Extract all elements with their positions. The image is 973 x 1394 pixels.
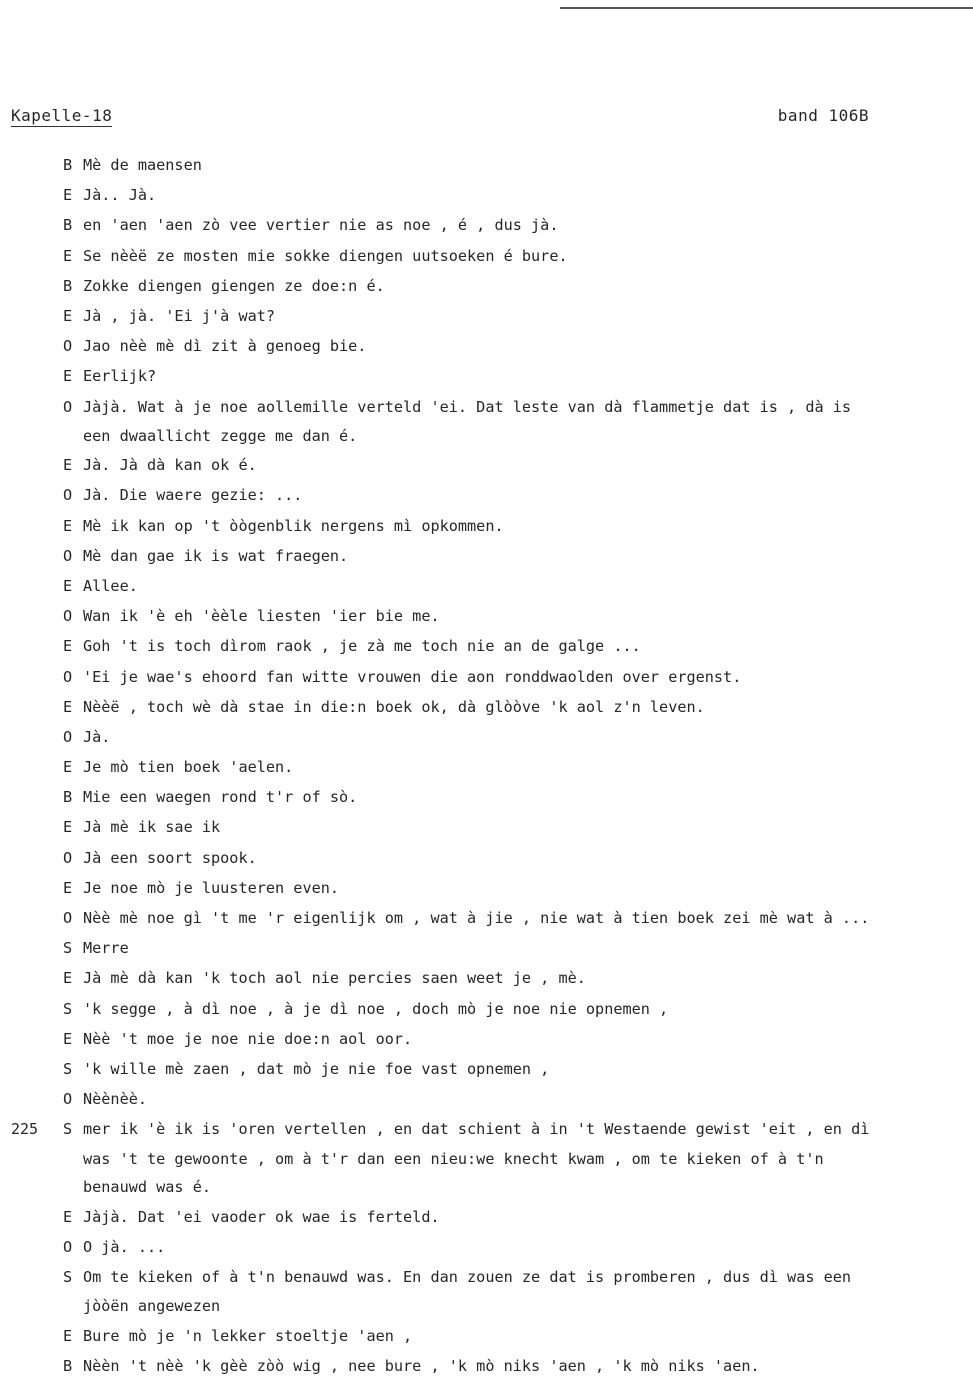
transcript-line (63, 450, 968, 480)
transcript-continuation (63, 422, 968, 451)
transcript-line (63, 994, 968, 1024)
speaker-label: S (63, 999, 73, 1018)
transcript-line (63, 210, 968, 240)
utterance-text: Je noe mò je luusteren even. (83, 878, 340, 897)
utterance-text: Jao nèè mè dì zit à genoeg bie. (83, 337, 367, 356)
utterance-text: Zokke diengen giengen ze doe:n é. (83, 276, 385, 295)
transcript-continuation (63, 1292, 968, 1321)
utterance-text: Mie een waegen rond t'r of sò. (83, 788, 358, 807)
speaker-label: S (63, 1120, 73, 1139)
speaker-label: S (63, 1059, 73, 1078)
transcript-line (63, 1202, 968, 1232)
speaker-label: E (63, 697, 73, 716)
speaker-label: E (63, 637, 73, 656)
transcript-line (63, 722, 968, 752)
transcript-line (63, 752, 968, 782)
utterance-text: een dwaallicht zegge me dan é. (83, 426, 358, 445)
transcript-continuation (63, 1173, 968, 1202)
transcript-line (63, 541, 968, 571)
transcript-line (63, 511, 968, 541)
document-title: Kapelle-18 (11, 106, 113, 125)
speaker-label: E (63, 969, 73, 988)
tape-reference: band 106B (777, 106, 869, 125)
transcript-line (63, 812, 968, 842)
transcript-line (63, 361, 968, 391)
transcript-line (63, 1232, 968, 1262)
speaker-label: O (63, 546, 73, 565)
transcript-line (63, 150, 968, 180)
transcript-line (63, 873, 968, 903)
speaker-label: O (63, 337, 73, 356)
utterance-text: Wan ik 'è eh 'èèle liesten 'ier bie me. (83, 607, 440, 626)
speaker-label: B (63, 276, 73, 295)
utterance-text: 'Ei je wae's ehoord fan witte vrouwen die aon ronddwaolden over ergenst. (83, 667, 742, 686)
transcript (11, 150, 968, 1381)
utterance-text: Jàjà. Wat à je noe aollemille verteld 'ei. Dat leste van dà flammetje dat is , dà is (83, 397, 852, 416)
transcript-line (63, 180, 968, 210)
utterance-text: Jà mè ik sae ik (83, 818, 221, 837)
transcript-line (63, 601, 968, 631)
transcript-line (63, 480, 968, 510)
utterance-text: Mè dan gae ik is wat fraegen. (83, 546, 349, 565)
transcript-line (63, 241, 968, 271)
speaker-label: E (63, 758, 73, 777)
utterance-text: Eerlijk? (83, 367, 157, 386)
speaker-label: E (63, 1029, 73, 1048)
utterance-text: Mè de maensen (83, 156, 202, 174)
speaker-label: E (63, 306, 73, 325)
speaker-label: O (63, 607, 73, 626)
speaker-label: O (63, 397, 73, 416)
utterance-text: Om te kieken of à t'n benauwd was. En dan zouen ze dat is promberen , dus dì was een (83, 1267, 852, 1286)
speaker-label: E (63, 818, 73, 837)
utterance-text: Nèènèè. (83, 1090, 148, 1109)
transcript-line (63, 933, 968, 963)
transcript-line (63, 903, 968, 933)
speaker-label: S (63, 939, 73, 958)
utterance-text: en 'aen 'aen zò vee vertier nie as noe , é , dus jà. (83, 216, 559, 235)
transcript-line (63, 331, 968, 361)
utterance-text: Jàjà. Dat 'ei vaoder ok wae is ferteld. (83, 1207, 440, 1226)
utterance-text: Jà. Jà dà kan ok é. (83, 456, 257, 475)
speaker-label: O (63, 727, 73, 746)
utterance-text: Allee. (83, 576, 138, 595)
transcript-line (63, 1054, 968, 1084)
utterance-text: 'k wille mè zaen , dat mò je nie foe vast opnemen , (83, 1059, 550, 1078)
speaker-label: E (63, 1207, 73, 1226)
transcript-line (63, 392, 968, 422)
utterance-text: Jà een soort spook. (83, 848, 257, 867)
speaker-label: B (63, 788, 73, 807)
utterance-text: Bure mò je 'n lekker stoeltje 'aen , (83, 1326, 413, 1345)
transcript-line (63, 1351, 968, 1381)
utterance-text: Nèè 't moe je noe nie doe:n aol oor. (83, 1029, 413, 1048)
margin-number: 225 (11, 1120, 39, 1139)
speaker-label: O (63, 667, 73, 686)
speaker-label: E (63, 1326, 73, 1345)
transcript-line (11, 1114, 968, 1144)
utterance-text: was 't te gewoonte , om à t'r dan een nieu:we knecht kwam , om te kieken of à t'n (83, 1149, 824, 1168)
transcript-line (63, 1321, 968, 1351)
speaker-label: B (63, 1356, 73, 1375)
transcript-line (63, 271, 968, 301)
speaker-label: E (63, 878, 73, 897)
utterance-text: 'k segge , à dì noe , à je dì noe , doch mò je noe nie opnemen , (83, 999, 669, 1018)
transcript-line (63, 1024, 968, 1054)
speaker-label: E (63, 576, 73, 595)
transcript-continuation (63, 1145, 968, 1174)
transcript-line (63, 301, 968, 331)
utterance-text: Je mò tien boek 'aelen. (83, 758, 294, 777)
speaker-label: O (63, 1237, 73, 1256)
utterance-text: Jà. Die waere gezie: ... (83, 486, 303, 505)
utterance-text: O jà. ... (83, 1237, 166, 1256)
speaker-label: E (63, 456, 73, 475)
speaker-label: O (63, 848, 73, 867)
utterance-text: mer ik 'è ik is 'oren vertellen , en dat schient à in 't Westaende gewist 'eit , en dì (83, 1120, 870, 1139)
utterance-text: Se nèèë ze mosten mie sokke diengen uutsoeken é bure. (83, 246, 568, 265)
speaker-label: O (63, 1090, 73, 1109)
speaker-label: B (63, 216, 73, 235)
utterance-text: benauwd was é. (83, 1178, 212, 1196)
utterance-text: Jà. (83, 727, 111, 746)
speaker-label: S (63, 1267, 73, 1286)
transcript-line (63, 782, 968, 812)
speaker-label: B (63, 156, 73, 174)
utterance-text: Jà.. Jà. (83, 186, 157, 205)
utterance-text: Nèèë , toch wè dà stae in die:n boek ok, dà glòòve 'k aol z'n leven. (83, 697, 705, 716)
speaker-label: O (63, 909, 73, 927)
transcript-line (63, 1262, 968, 1292)
speaker-label: E (63, 516, 73, 535)
transcript-line (63, 692, 968, 722)
top-rule (560, 7, 973, 9)
speaker-label: E (63, 186, 73, 205)
transcript-line (63, 963, 968, 993)
utterance-text: Goh 't is toch dìrom raok , je zà me toch nie an de galge ... (83, 637, 641, 656)
utterance-text: Nèè mè noe gì 't me 'r eigenlijk om , wat à jie , nie wat à tien boek zei mè wat à ... (83, 909, 870, 927)
utterance-text: Nèèn 't nèè 'k gèè zòò wig , nee bure , 'k mò niks 'aen , 'k mò niks 'aen. (83, 1356, 760, 1375)
transcript-line (63, 662, 968, 692)
utterance-text: Jà , jà. 'Ei j'à wat? (83, 306, 276, 325)
speaker-label: O (63, 486, 73, 505)
transcript-line (63, 631, 968, 661)
speaker-label: E (63, 246, 73, 265)
transcript-line (63, 843, 968, 873)
transcript-line (63, 571, 968, 601)
transcript-line (63, 1084, 968, 1114)
utterance-text: Mè ik kan op 't òògenblik nergens mì opkommen. (83, 516, 504, 535)
utterance-text: Merre (83, 939, 129, 958)
utterance-text: Jà mè dà kan 'k toch aol nie percies saen weet je , mè. (83, 969, 586, 988)
speaker-label: E (63, 367, 73, 386)
utterance-text: jòòën angewezen (83, 1297, 221, 1316)
